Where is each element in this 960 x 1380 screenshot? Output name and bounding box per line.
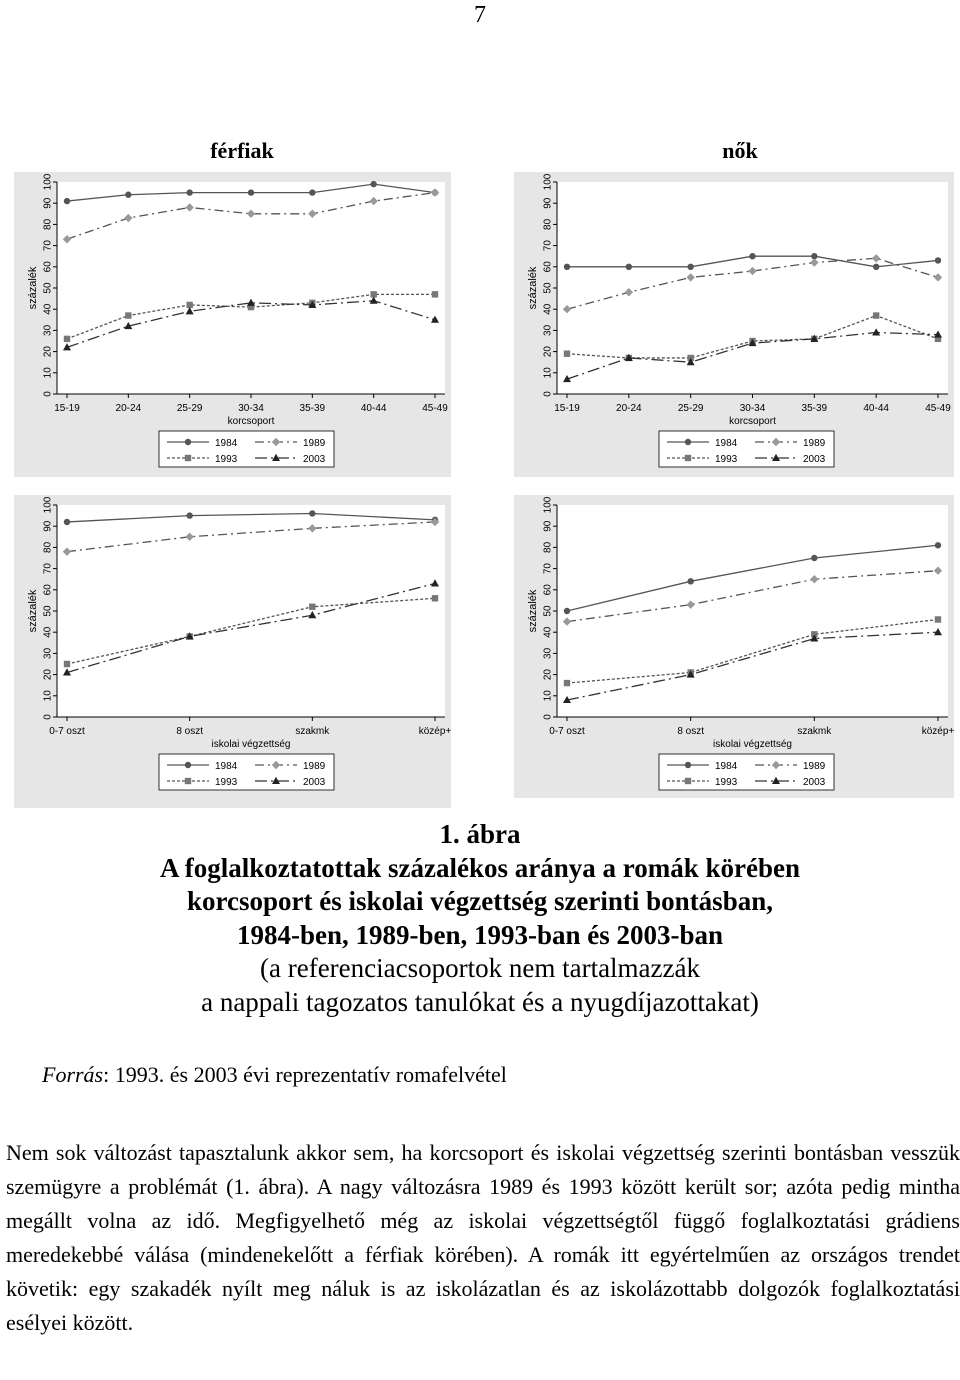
- legend-label: 1989: [803, 438, 826, 449]
- figure-number: 1. ábra: [439, 819, 521, 849]
- x-tick-label: 40-44: [360, 403, 387, 414]
- legend-label: 1989: [303, 761, 326, 772]
- data-point: [248, 189, 254, 195]
- data-point: [564, 608, 570, 614]
- chart-svg: [14, 495, 451, 808]
- legend-label: 1984: [715, 438, 738, 449]
- chart-svg: [14, 172, 451, 477]
- x-tick-label: 30-34: [739, 403, 766, 414]
- y-tick-label: 100: [542, 496, 554, 514]
- x-axis-title: korcsoport: [227, 416, 275, 427]
- x-tick-label: 25-29: [677, 403, 704, 414]
- chart-women-education: [514, 495, 954, 798]
- legend-label: 2003: [303, 454, 326, 465]
- x-tick-label: 0-7 oszt: [549, 726, 585, 737]
- y-tick-label: 60: [42, 261, 54, 273]
- y-tick-label: 80: [542, 541, 554, 553]
- y-tick-label: 90: [542, 197, 554, 209]
- legend-label: 2003: [303, 777, 326, 788]
- figure-title-line: A foglalkoztatottak százalékos aránya a romák körében: [160, 852, 800, 883]
- y-tick-label: 20: [542, 346, 554, 358]
- data-point: [186, 189, 192, 195]
- legend-label: 1993: [715, 777, 738, 788]
- y-tick-label: 60: [542, 584, 554, 596]
- y-axis-title: százalék: [527, 589, 539, 633]
- x-tick-label: közép+: [921, 726, 954, 737]
- data-point: [64, 519, 70, 525]
- y-tick-label: 50: [42, 605, 54, 617]
- legend-label: 1989: [803, 761, 826, 772]
- x-tick-label: 15-19: [554, 403, 580, 414]
- x-tick-label: 20-24: [616, 403, 642, 414]
- chart-svg: [514, 495, 954, 798]
- data-point: [564, 264, 570, 270]
- legend-marker: [685, 455, 691, 461]
- legend-marker: [185, 778, 191, 784]
- y-tick-label: 100: [42, 173, 54, 191]
- x-tick-label: 15-19: [54, 403, 80, 414]
- y-tick-label: 40: [542, 626, 554, 638]
- data-point: [432, 595, 438, 601]
- y-tick-label: 0: [42, 391, 54, 397]
- x-tick-label: 8 oszt: [677, 726, 705, 737]
- data-point: [935, 542, 941, 548]
- y-tick-label: 100: [542, 173, 554, 191]
- data-point: [309, 604, 315, 610]
- y-tick-label: 0: [42, 714, 54, 720]
- y-tick-label: 80: [42, 541, 54, 553]
- y-tick-label: 60: [542, 261, 554, 273]
- x-axis-title: iskolai végzettség: [713, 739, 792, 750]
- y-tick-label: 90: [42, 197, 54, 209]
- chart-men-education: [14, 495, 451, 808]
- legend-label: 1993: [715, 454, 738, 465]
- y-tick-label: 20: [42, 346, 54, 358]
- x-tick-label: szakmk: [797, 726, 832, 737]
- legend-marker: [185, 762, 191, 768]
- plot-area: [557, 505, 948, 717]
- y-tick-label: 70: [42, 240, 54, 252]
- y-tick-label: 90: [542, 520, 554, 532]
- figure-caption: [60, 818, 900, 1019]
- y-tick-label: 0: [542, 714, 554, 720]
- y-tick-label: 80: [542, 218, 554, 230]
- y-tick-label: 80: [42, 218, 54, 230]
- data-point: [64, 198, 70, 204]
- y-tick-label: 20: [542, 669, 554, 681]
- y-tick-label: 70: [542, 563, 554, 575]
- chart-women-age: [514, 172, 954, 477]
- women-heading: nők: [722, 138, 758, 163]
- source-text: : 1993. és 2003 évi reprezentatív romafelvétel: [103, 1062, 507, 1087]
- y-tick-label: 70: [42, 563, 54, 575]
- data-point: [687, 578, 693, 584]
- y-axis-title: százalék: [527, 266, 539, 310]
- x-tick-label: 35-39: [299, 403, 326, 414]
- legend-label: 1984: [215, 438, 238, 449]
- data-point: [687, 264, 693, 270]
- y-tick-label: 10: [42, 690, 54, 702]
- data-point: [564, 351, 570, 357]
- legend-label: 1984: [215, 761, 238, 772]
- body-text: [6, 1136, 960, 1340]
- data-point: [370, 181, 376, 187]
- y-tick-label: 40: [42, 626, 54, 638]
- data-point: [125, 192, 131, 198]
- y-tick-label: 40: [42, 303, 54, 315]
- legend-marker: [685, 439, 691, 445]
- legend-marker: [185, 455, 191, 461]
- y-tick-label: 70: [542, 240, 554, 252]
- data-point: [432, 291, 438, 297]
- y-tick-label: 50: [542, 282, 554, 294]
- x-tick-label: 8 oszt: [176, 726, 204, 737]
- y-tick-label: 10: [542, 367, 554, 379]
- data-point: [935, 616, 941, 622]
- plot-area: [57, 505, 445, 717]
- legend-label: 1993: [215, 777, 238, 788]
- y-tick-label: 30: [542, 647, 554, 659]
- data-point: [935, 257, 941, 263]
- legend-label: 1993: [215, 454, 238, 465]
- page-number: 7: [474, 2, 486, 28]
- figure-title-line: korcsoport és iskolai végzettség szerinti bontásban,: [187, 886, 773, 916]
- x-tick-label: 35-39: [801, 403, 828, 414]
- data-point: [64, 336, 70, 342]
- x-axis-title: iskolai végzettség: [211, 739, 291, 750]
- x-tick-label: 45-49: [422, 403, 448, 414]
- men-heading: férfiak: [210, 138, 274, 163]
- data-point: [309, 510, 315, 516]
- x-tick-label: 30-34: [238, 403, 264, 414]
- x-tick-label: 0-7 oszt: [49, 726, 85, 737]
- chart-men-age: [14, 172, 451, 477]
- x-axis-title: korcsoport: [729, 416, 776, 427]
- y-tick-label: 100: [42, 496, 54, 514]
- legend-label: 2003: [803, 454, 826, 465]
- y-tick-label: 60: [42, 584, 54, 596]
- y-axis-title: százalék: [27, 589, 39, 633]
- figure-note-line: a nappali tagozatos tanulókat és a nyugdíjazottakat): [201, 986, 759, 1017]
- legend-marker: [685, 762, 691, 768]
- legend-label: 2003: [803, 777, 826, 788]
- legend-label: 1984: [715, 761, 738, 772]
- y-tick-label: 10: [42, 367, 54, 379]
- x-tick-label: szakmk: [295, 726, 330, 737]
- data-point: [873, 312, 879, 318]
- chart-svg: [514, 172, 954, 477]
- y-tick-label: 50: [42, 282, 54, 294]
- y-tick-label: 30: [42, 324, 54, 336]
- figure-title-line: 1984-ben, 1989-ben, 1993-ban és 2003-ban: [236, 919, 724, 950]
- y-axis-title: százalék: [27, 266, 39, 310]
- data-point: [125, 312, 131, 318]
- y-tick-label: 50: [542, 605, 554, 617]
- data-point: [564, 680, 570, 686]
- y-tick-label: 90: [42, 520, 54, 532]
- data-point: [309, 189, 315, 195]
- x-tick-label: közép+: [418, 726, 451, 737]
- y-tick-label: 10: [542, 690, 554, 702]
- y-tick-label: 30: [42, 647, 54, 659]
- data-point: [64, 661, 70, 667]
- paragraph: Nem sok változást tapasztalunk akkor sem, ha korcsoport és iskolai végzettség szerinti bontásban vesszük szemügyre a problémát (1. ábra). A nagy változásra 1989 és 1993 között került sor; azóta pedig mintha megállt volna az idő. Megfigyelhető még az iskolai végzettségtől függő foglalkoztatási grádiens meredekebbé válása (mindenekelőtt a férfiak körében). A romák itt egyértelműen az országos trendet követik: egy szakadék nyílt meg náluk is az iskolázatlan és az iskolázottabb dolgozók foglalkoztatási esélyei között.: [6, 1140, 960, 1335]
- data-point: [811, 555, 817, 561]
- legend-label: 1989: [303, 438, 326, 449]
- y-tick-label: 40: [542, 303, 554, 315]
- data-point: [873, 264, 879, 270]
- source-label: Forrás: [42, 1062, 104, 1087]
- y-tick-label: 20: [42, 669, 54, 681]
- source-note: [42, 1062, 507, 1088]
- x-tick-label: 45-49: [925, 403, 951, 414]
- x-tick-label: 25-29: [176, 403, 203, 414]
- legend-marker: [685, 778, 691, 784]
- data-point: [626, 264, 632, 270]
- legend-marker: [185, 439, 191, 445]
- data-point: [749, 253, 755, 259]
- x-tick-label: 40-44: [863, 403, 889, 414]
- y-tick-label: 30: [542, 324, 554, 336]
- x-tick-label: 20-24: [115, 403, 142, 414]
- data-point: [186, 512, 192, 518]
- y-tick-label: 0: [542, 391, 554, 397]
- figure-note-line: (a referenciacsoportok nem tartalmazzák: [260, 953, 700, 983]
